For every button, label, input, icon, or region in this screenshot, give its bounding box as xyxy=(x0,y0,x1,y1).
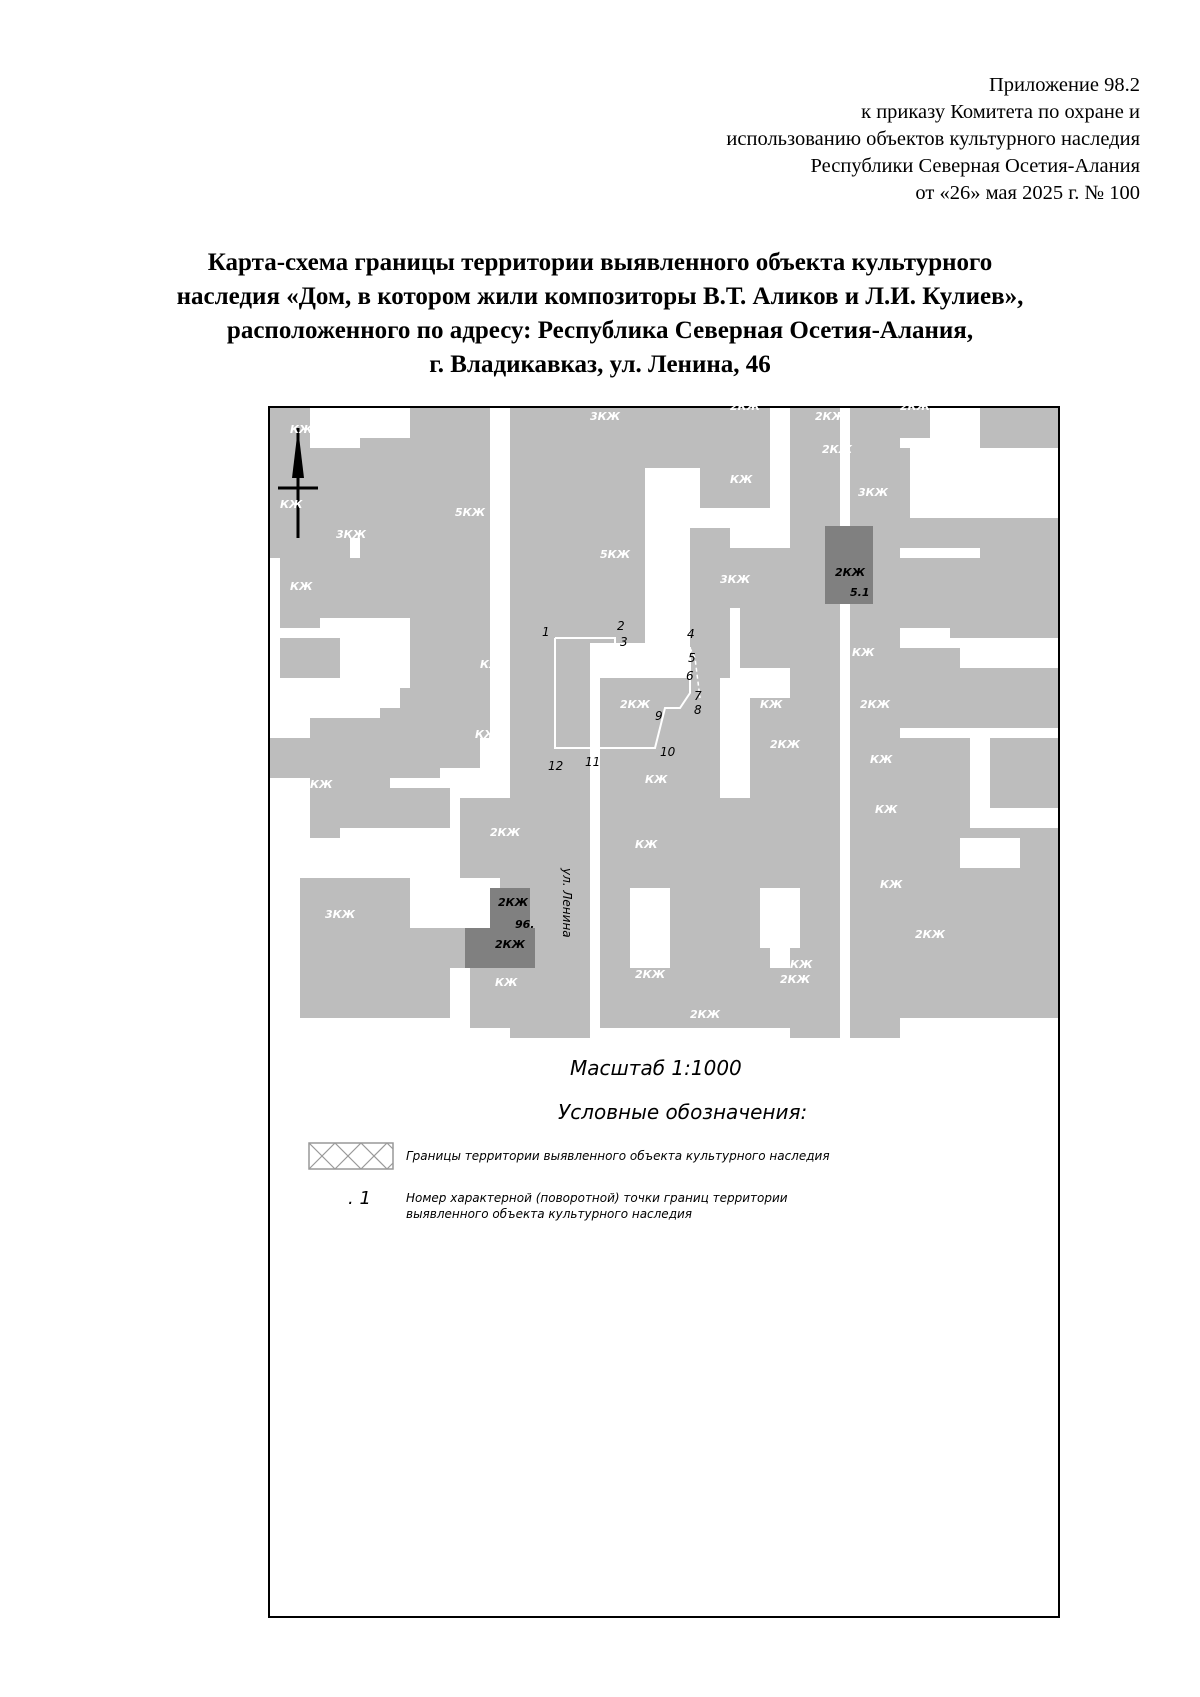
building-label: КЖ xyxy=(290,628,313,641)
building-label: КЖ xyxy=(475,728,498,741)
building-label: 2КЖ xyxy=(900,400,931,413)
heritage-label: 96. xyxy=(515,918,535,931)
building-label: 2КЖ xyxy=(770,738,801,751)
building-label: КЖ xyxy=(480,658,503,671)
point-label: 10 xyxy=(660,745,676,759)
building-label: 2КЖ xyxy=(730,400,761,413)
building-label: 5КЖ xyxy=(455,506,486,519)
point-label: 3 xyxy=(620,635,628,649)
building-label: КЖ xyxy=(280,498,303,511)
title-line: г. Владикавказ, ул. Ленина, 46 xyxy=(429,351,771,378)
legend-boundary-row xyxy=(308,1142,1048,1172)
building-label: 2КЖ xyxy=(490,826,521,839)
point-label: 12 xyxy=(548,759,564,773)
building-label: 3КЖ xyxy=(590,410,621,423)
building-label: КЖ xyxy=(870,753,893,766)
point-label: 2 xyxy=(617,619,625,633)
appendix-line: Приложение 98.2 xyxy=(988,74,1140,96)
building-label: КЖ xyxy=(290,423,313,436)
appendix-line: использованию объектов культурного наследия xyxy=(726,128,1140,150)
title-line: Карта-схема границы территории выявленного объекта культурного xyxy=(207,249,993,276)
building-label: 2КЖ xyxy=(915,928,946,941)
scale-label: Масштаб 1:1000 xyxy=(570,1056,742,1080)
building-label: КЖ xyxy=(852,646,875,659)
building-label: КЖ xyxy=(730,473,753,486)
street-name: ул. Ленина xyxy=(560,868,574,938)
point-label: 11 xyxy=(585,755,601,769)
building-label: КЖ xyxy=(635,838,658,851)
legend-point-row xyxy=(308,1188,1048,1228)
building-label: КЖ xyxy=(760,698,783,711)
heritage-label: 5.1 xyxy=(850,586,870,599)
building-label: КЖ xyxy=(310,778,333,791)
building-label: 5КЖ xyxy=(600,548,631,561)
point-label: 6 xyxy=(686,669,694,683)
title-line: наследия «Дом, в котором жили композиторы В.Т. Аликов и Л.И. Кулиев», xyxy=(176,283,1024,310)
building-label: КЖ xyxy=(495,976,518,989)
heritage-label: 2КЖ xyxy=(835,566,866,579)
heritage-label: 2КЖ xyxy=(498,896,529,909)
building-label: 2КЖ xyxy=(635,968,666,981)
appendix-line: к приказу Комитета по охране и xyxy=(861,101,1140,123)
point-label: 8 xyxy=(694,703,702,717)
point-label: 9 xyxy=(655,709,663,723)
appendix-block xyxy=(440,72,1140,207)
legend-point-text: Номер характерной (поворотной) точки границ территории выявленного объекта культурного наследия xyxy=(406,1191,788,1221)
building-label: 2КЖ xyxy=(860,698,891,711)
map-scheme xyxy=(270,400,1058,1038)
legend-boundary-text: Границы территории выявленного объекта культурного наследия xyxy=(406,1149,830,1163)
point-label: 7 xyxy=(694,689,702,703)
building-label: 2КЖ xyxy=(690,1008,721,1021)
building-label: 2КЖ xyxy=(822,443,853,456)
map-frame xyxy=(268,400,1060,1618)
document-title xyxy=(100,246,1100,382)
point-label: 5 xyxy=(688,651,696,665)
building-label: 3КЖ xyxy=(858,486,889,499)
building-label: 3КЖ xyxy=(325,908,356,921)
building-label: 3КЖ xyxy=(336,528,367,541)
title-line: расположенного по адресу: Республика Северная Осетия-Алания, xyxy=(226,317,974,344)
building-label: 2КЖ xyxy=(620,698,651,711)
building-label: КЖ xyxy=(290,580,313,593)
point-label: 4 xyxy=(687,627,695,641)
building-label: 2КЖ xyxy=(780,973,811,986)
legend-point-symbol: . 1 xyxy=(348,1188,371,1209)
appendix-line: от «26» мая 2025 г. № 100 xyxy=(915,182,1140,204)
hatch-swatch-icon xyxy=(308,1142,394,1170)
heritage-label: 2КЖ xyxy=(495,938,526,951)
map-svg xyxy=(270,400,1058,1038)
building-label: КЖ xyxy=(875,803,898,816)
building-label: 2КЖ xyxy=(815,410,846,423)
building-label: КЖ xyxy=(645,773,668,786)
point-label: 1 xyxy=(542,625,550,639)
legend-heading: Условные обозначения: xyxy=(558,1100,808,1124)
building-label: 3КЖ xyxy=(720,573,751,586)
building-label: КЖ xyxy=(880,878,903,891)
appendix-line: Республики Северная Осетия-Алания xyxy=(810,155,1140,177)
building-label: 2КЖ xyxy=(290,698,321,711)
building-label: КЖ xyxy=(790,958,813,971)
